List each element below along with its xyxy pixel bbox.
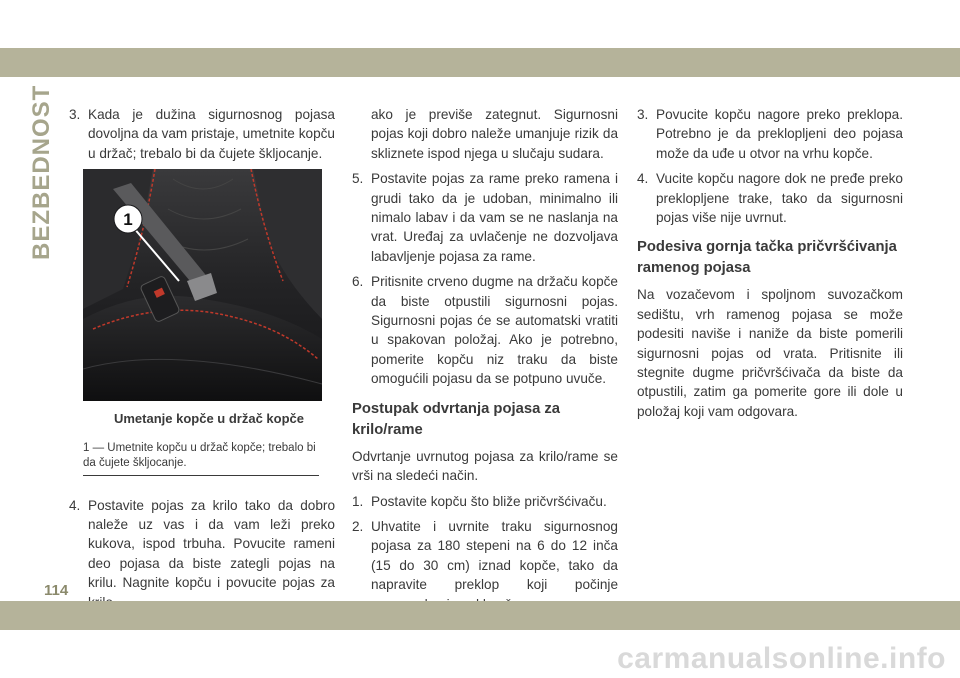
list-item-2 xyxy=(352,517,618,614)
item-text: Vucite kopču nagore dok ne pređe preko preklopljene trake, tako da sigurnosni pojas više nije uvrnut. xyxy=(656,171,903,226)
seat-illustration xyxy=(83,169,322,401)
item-text: Postavite kopču što bliže pričvršćivaču. xyxy=(371,493,607,509)
bottom-band xyxy=(0,601,960,630)
list-item-5 xyxy=(352,169,618,266)
item-number: 6. xyxy=(352,274,364,290)
section-heading: Postupak odvrtanja pojasa za krilo/rame xyxy=(352,400,561,438)
item-number: 3. xyxy=(69,107,81,122)
figure-legend: 1 — Umetnite kopču u držač kopče; trebalo bi da čujete škljocanje. xyxy=(83,441,319,476)
top-band xyxy=(0,48,960,77)
list-item-3 xyxy=(637,105,903,163)
item-text: Uhvatite i uvrnite traku sigurnosnog pojasa za 180 stepeni na 6 do 12 inča (15 do 30 cm) iznad kopče, tako da napravite preklop koji počinje xyxy=(371,518,618,593)
list-item-4 xyxy=(69,496,335,612)
page-number: 114 xyxy=(44,582,69,599)
column-3 xyxy=(637,105,903,427)
list-item-6 xyxy=(352,272,618,388)
list-item-1 xyxy=(352,492,618,511)
watermark-text: carmanualsonline.info xyxy=(617,642,946,675)
item-text: Kada je dužina sigurnosnog pojasa dovoljna da vam pristaje, umetnite kopču u držač; trebalo bi da čujete škljocanje. xyxy=(88,107,335,161)
column-1 xyxy=(69,105,335,618)
callout-number: 1 xyxy=(123,210,133,230)
column-2 xyxy=(352,105,618,620)
item-number: 5. xyxy=(352,171,364,187)
section-heading: Podesiva gornja tačka pričvršćivanja ramenog pojasa xyxy=(637,239,897,277)
item-text: Pritisnite crveno dugme na držaču kopče da biste otpustili sigurnosni pojas. Sigurnosni pojas će se automatski vratiti u spakovan položaj. Ako je potrebno, pomerite kopču niz traku da biste omogućili pojasu da se potpuno uvuče. xyxy=(371,274,618,387)
body-paragraph: Na vozačevom i spoljnom suvozačkom sedištu, vrh ramenog pojasa se može podesiti naviše i naniže da biste pomerili sigurnosni pojas od vrata. Pritisnite ili stegnite dugme pričvršćivača da biste da otpustili, zatim ga pomerite gore ili dole u položaj koji vam odgovara. xyxy=(637,287,903,419)
continued-text: ako je previše zategnut. Sigurnosni pojas koji dobro naleže umanjuje rizik da skliznete ispod njega u slučaju sudara. xyxy=(371,107,618,161)
section-tab-label: BEZBEDNOST xyxy=(28,84,55,260)
item-text: Povucite kopču nagore preko preklopa. Potrebno je da preklopljeni deo pojasa može da uđe u otvor na vrhu kopče. xyxy=(656,107,903,161)
list-item-4 xyxy=(637,169,903,227)
item-text: Postavite pojas za krilo tako da dobro naleže uz vas i da vam leži preko kukova, ispod trbuha. Povucite rameni deo pojasa da biste zategli pojas na krilu. Nagnite kopču i povucite pojas za xyxy=(88,497,335,591)
list-item-3 xyxy=(69,105,335,163)
item-number: 1. xyxy=(352,493,364,509)
intro-paragraph: Odvrtanje uvrnutog pojasa za krilo/rame se vrši na sledeći način. xyxy=(352,448,618,484)
item-number: 4. xyxy=(637,171,649,187)
item-text: Postavite pojas za rame preko ramena i grudi tako da je udoban, minimalno ili nimalo labav i da vam se ne naslanja na vrat. Uređaj za uvlačenje ne dozvoljava labavljenje pojasa za rame. xyxy=(371,171,618,264)
seat-buckle-photo xyxy=(83,169,322,401)
item-number: 2. xyxy=(352,518,364,534)
item-number: 3. xyxy=(637,107,649,122)
item-number: 4. xyxy=(69,497,81,513)
figure-caption: Umetanje kopče u držač kopče xyxy=(113,411,304,427)
